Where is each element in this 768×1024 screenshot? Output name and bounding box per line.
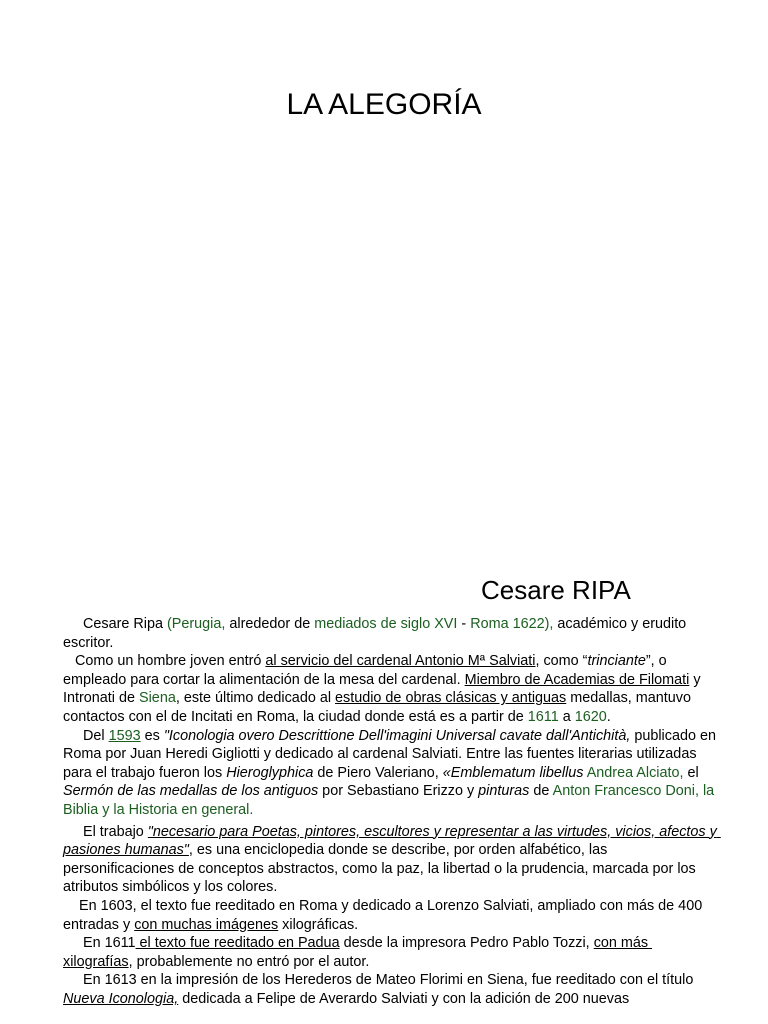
text-run: de [529,783,553,800]
text-link[interactable]: estudio de obras clásicas y antiguas [335,690,567,707]
text-run: En 1603, el texto fue reeditado en Roma y dedicado a Lorenzo Salviati, ampliado con más de 400 entradas y [63,897,707,933]
text-link[interactable]: al servicio del cardenal Antonio Mª Salviati [265,653,536,670]
text-link[interactable]: 1611 [527,708,559,725]
paragraph [63,971,719,1008]
text-link[interactable]: Nueva Iconologia, [63,990,179,1007]
text-run: xilográficas. [278,916,359,933]
text-run: Sermón de las medallas de los antiguos [63,783,319,800]
paragraph [63,615,719,652]
text-run: pinturas [478,783,530,800]
text-run: , probablemente no entró por el autor. [128,953,370,970]
text-run: dedicada a Felipe de Averardo Salviati y con la adición de 200 nuevas [178,990,630,1007]
text-run: ”, o empleado para cortar la alimentación de la mesa del cardenal. [63,653,671,688]
text-link[interactable]: Roma 1622), [470,616,554,632]
text-link[interactable]: 1620 [574,708,607,725]
text-link[interactable]: "necesario para Poetas, pintores, escultores y representar a las virtudes, vicios, afectos y pasiones humanas" [63,823,721,859]
text-link[interactable]: Miembro de Academias de Filomati [464,671,690,688]
text-link[interactable]: mediados de siglo XVI [314,616,458,632]
text-run: , este último dedicado al [175,690,336,707]
text-run: «Emblematum libellus [442,764,584,781]
text-run: En 1613 en la impresión de los Herederos de Mateo Florimi en Siena, fue reeditado con el título [63,972,698,989]
text-link[interactable]: con muchas imágenes [134,916,279,933]
text-run: El trabajo [63,823,148,840]
text-run: . [606,708,611,725]
text-link[interactable]: Andrea Alciato, [586,764,684,781]
text-run: En 1611 [63,935,136,952]
text-run: académico y erudito escritor. [63,616,691,651]
text-run: a [558,708,575,725]
text-link[interactable]: Anton Francesco Doni, la Biblia y la Historia en general. [63,783,719,818]
text-run: publicado en Roma por Juan Heredi Gigliotti y dedicado al cardenal Salviati. Entre las fuentes literarias utilizadas para el trabajo fueron los [63,727,720,781]
text-run: Cesare Ripa [63,616,167,632]
body-text [63,615,719,1008]
text-run: Hieroglyphica [226,764,314,781]
text-run: Como un hombre joven entró [63,653,266,670]
text-run: y Intronati de [63,671,705,707]
text-run: de Piero Valeriano, [313,764,443,781]
paragraph [63,652,719,726]
paragraph [63,897,719,934]
text-run: medallas, mantuvo contactos con el de Incitati en Roma, la ciudad donde está es a partir de [63,690,695,725]
text-run: , como “ [535,653,588,670]
text-run: - [457,616,471,632]
paragraph [63,934,719,971]
text-link[interactable]: el texto fue reeditado en Padua [135,935,340,952]
text-link[interactable]: 1593 [108,727,141,744]
paragraph [63,823,719,897]
text-run: "Iconologia overo Descrittione Dell'imagini Universal cavate dall'Antichità, [163,727,631,744]
text-run: desde la impresora Pedro Pablo Tozzi, [339,935,594,952]
text-run: alrededor de [225,616,315,632]
text-run: Del [63,727,109,744]
paragraph [63,727,719,820]
text-run: , es una enciclopedia donde se describe, por orden alfabético, las personificaciones de conceptos abstractos, como la paz, la libertad o la prudencia, marcada por los atributos simbólicos y los colores. [63,842,700,896]
text-run: por Sebastiano Erizzo y [318,783,479,800]
section-title: Cesare RIPA [481,575,631,605]
text-link[interactable]: Siena [139,690,176,707]
text-link[interactable]: con más xilografías [63,935,653,970]
text-run: es [140,727,164,744]
text-run: trinciante [587,653,646,670]
page-title: LA ALEGORÍA [286,88,482,121]
text-run: el [683,764,703,781]
text-link[interactable]: (Perugia, [166,616,226,632]
